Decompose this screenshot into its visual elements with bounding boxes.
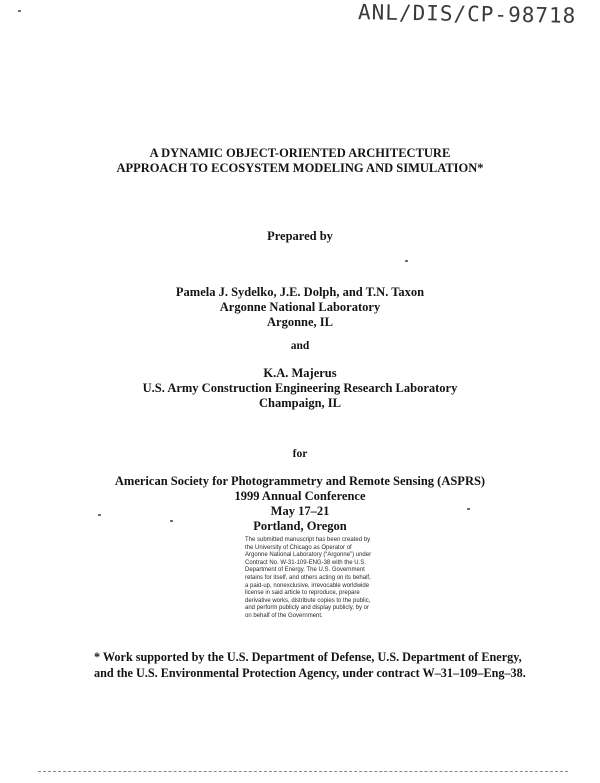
author-group-cerl bbox=[0, 366, 600, 411]
conference-location: Portland, Oregon bbox=[253, 519, 347, 533]
for-label: for bbox=[292, 448, 308, 460]
copyright-disclaimer: The submitted manuscript has been created by the University of Chicago as Operator of Argonne National Laboratory (“Argonne”) under Contract No. W-31-109-ENG-38 with the U.S. Department of Energy. The U.S. Government retains for itself, and others acting on its behalf, a paid-up, nonexclusive, irrevocable worldwide license in said article to reproduce, prepare derivative works, distribute copies to the public, and perform publicly and display publicly, by or on behalf of the Government. bbox=[245, 537, 372, 619]
footnote-line-1: * Work supported by the U.S. Department of Defense, U.S. Department of Energy, bbox=[94, 650, 522, 664]
prepared-by-label: Prepared by bbox=[267, 229, 333, 243]
report-number-stamp: ANL/DIS/CP-98718 bbox=[357, 0, 577, 28]
paper-title bbox=[0, 146, 600, 176]
conference-dates: May 17–21 bbox=[270, 504, 330, 518]
author-organization: U.S. Army Construction Engineering Research Laboratory bbox=[142, 381, 458, 395]
scan-edge-line bbox=[38, 771, 568, 772]
title-line-1: A DYNAMIC OBJECT-ORIENTED ARCHITECTURE bbox=[149, 146, 451, 160]
authors-names: Pamela J. Sydelko, J.E. Dolph, and T.N. Taxon bbox=[175, 285, 425, 299]
authors-organization: Argonne National Laboratory bbox=[219, 300, 381, 314]
authors-location: Argonne, IL bbox=[267, 315, 333, 329]
conference-name: American Society for Photogrammetry and Remote Sensing (ASPRS) bbox=[114, 474, 486, 488]
title-line-2: APPROACH TO ECOSYSTEM MODELING AND SIMULATION* bbox=[116, 161, 484, 175]
conference-event: 1999 Annual Conference bbox=[234, 489, 366, 503]
and-label: and bbox=[290, 340, 310, 352]
scan-speck bbox=[405, 260, 408, 262]
scan-speck bbox=[18, 10, 21, 12]
footnote-line-2: and the U.S. Environmental Protection Agency, under contract W–31–109–Eng–38. bbox=[94, 666, 526, 680]
conference-info bbox=[0, 474, 600, 534]
author-name: K.A. Majerus bbox=[263, 366, 337, 380]
funding-footnote bbox=[94, 649, 534, 681]
author-location: Champaign, IL bbox=[259, 396, 341, 410]
author-group-argonne bbox=[0, 285, 600, 330]
